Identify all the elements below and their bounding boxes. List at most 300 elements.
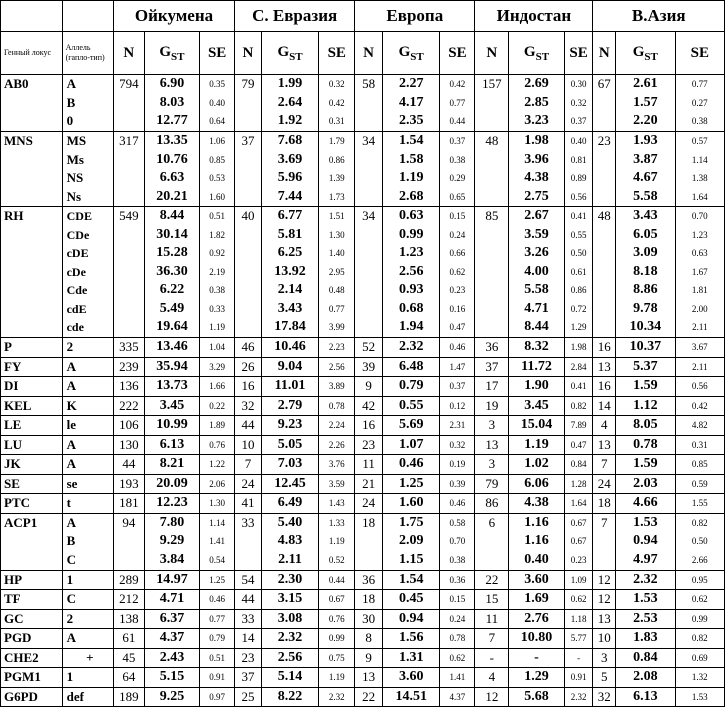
gst-header — [261, 32, 319, 75]
table-row — [1, 207, 725, 338]
se-value: 0.91 — [570, 672, 587, 682]
allele-value: A — [66, 76, 76, 91]
se-value: 3.99 — [328, 322, 345, 332]
allele-value: cdE — [66, 301, 87, 316]
gst-value: 13.92 — [274, 263, 306, 279]
se-cell — [200, 75, 235, 132]
se-value: 0.27 — [691, 97, 708, 108]
n-cell: 9 — [355, 648, 383, 668]
n-cell: 16 — [593, 338, 616, 358]
se-value: 2.95 — [328, 266, 345, 277]
se-value: 1.43 — [328, 498, 345, 508]
se-header: SE — [319, 32, 355, 75]
gst-value: 4.17 — [398, 94, 424, 110]
gst-value: 0.68 — [398, 300, 424, 316]
se-value: 1.19 — [328, 536, 345, 546]
se-cell — [200, 377, 235, 397]
se-value: 0.38 — [449, 554, 466, 565]
gst-value: 3.43 — [277, 300, 303, 316]
n-header: N — [113, 32, 144, 75]
se-cell — [675, 629, 724, 649]
gst-value: 2.30 — [277, 571, 303, 587]
n-cell: 44 — [235, 590, 262, 610]
allele-value: Ms — [66, 151, 84, 167]
gst-value: 5.14 — [277, 669, 303, 684]
se-value: 0.62 — [449, 652, 466, 663]
gst-cell — [144, 494, 199, 514]
n-cell: 18 — [593, 494, 616, 514]
n-cell: 44 — [235, 416, 262, 436]
gst-cell — [382, 494, 440, 514]
se-value: 3.29 — [209, 361, 225, 372]
gst-value: 20.21 — [156, 188, 188, 204]
se-cell — [675, 357, 724, 377]
gst-cell — [509, 513, 564, 570]
se-value: 1.25 — [209, 574, 225, 585]
gst-cell — [261, 396, 319, 416]
se-value: 0.41 — [570, 381, 587, 391]
allele-value: A — [66, 358, 76, 374]
n-cell: 5 — [593, 668, 616, 688]
se-cell — [319, 377, 355, 397]
n-cell: - — [475, 648, 509, 668]
se-value: 0.53 — [209, 173, 225, 183]
gst-value: 9.25 — [159, 688, 185, 704]
gst-cell — [509, 629, 564, 649]
locus-cell: SE — [1, 474, 63, 494]
allele-value: C — [66, 591, 76, 606]
n-cell: 94 — [113, 513, 144, 570]
se-value: 0.30 — [570, 79, 587, 89]
se-value: 0.56 — [691, 381, 708, 391]
n-cell: 33 — [235, 609, 262, 629]
table-row — [1, 609, 725, 629]
gst-cell — [509, 590, 564, 610]
gst-header — [616, 32, 676, 75]
gst-value: 2.61 — [633, 76, 658, 91]
n-cell: 16 — [355, 416, 383, 436]
gst-value: 2.67 — [524, 208, 549, 223]
gst-value: 11.72 — [521, 358, 552, 374]
se-cell — [675, 377, 724, 397]
n-cell: 189 — [113, 687, 144, 707]
gst-value: 9.04 — [277, 358, 303, 374]
n-cell: 34 — [355, 132, 383, 207]
gst-cell — [382, 416, 440, 436]
gst-value: 3.15 — [277, 591, 303, 606]
gst-cell — [616, 590, 676, 610]
gst-value: 1.07 — [398, 436, 424, 452]
gst-value: 3.69 — [277, 151, 303, 167]
region-header: С. Евразия — [235, 1, 355, 32]
gst-value: 15.04 — [520, 417, 553, 432]
se-cell — [564, 474, 593, 494]
se-value: 0.59 — [691, 478, 708, 489]
gst-value: 2.08 — [633, 669, 658, 684]
gst-value: 5.68 — [524, 688, 549, 704]
se-value: 0.77 — [209, 613, 225, 624]
gst-value: 36.30 — [156, 263, 188, 279]
gst-value: 1.54 — [398, 571, 424, 587]
allele-cell — [62, 357, 113, 377]
gst-value: 1.29 — [524, 669, 549, 684]
n-cell: 22 — [355, 687, 383, 707]
se-value: 0.35 — [209, 79, 225, 89]
n-cell: 212 — [113, 590, 144, 610]
gst-value: 1.16 — [524, 533, 549, 548]
se-cell — [440, 590, 475, 610]
gst-value: 10.46 — [274, 339, 306, 354]
gst-value: 14.97 — [156, 571, 188, 587]
se-cell — [564, 590, 593, 610]
gst-value: 4.67 — [633, 170, 658, 185]
n-cell: 10 — [235, 435, 262, 455]
se-value: 3.59 — [328, 478, 345, 489]
gst-cell — [382, 75, 440, 132]
se-cell — [319, 75, 355, 132]
se-value: 1.53 — [691, 691, 708, 702]
gst-value: 1.25 — [398, 475, 424, 491]
gst-value: 1.58 — [398, 151, 424, 167]
gst-value: 13.73 — [156, 378, 188, 393]
se-cell — [200, 590, 235, 610]
se-value: 1.30 — [209, 498, 225, 508]
n-cell: 33 — [235, 513, 262, 570]
gst-cell — [509, 338, 564, 358]
locus-cell: LE — [1, 416, 63, 436]
gst-value: 5.05 — [277, 436, 303, 452]
se-cell — [200, 668, 235, 688]
se-value: 2.11 — [692, 361, 708, 372]
locus-cell: ACP1 — [1, 513, 63, 570]
gst-value: 14.51 — [395, 688, 427, 704]
gst-cell — [261, 629, 319, 649]
gst-value: 2.09 — [398, 533, 424, 548]
se-cell — [200, 629, 235, 649]
se-value: - — [577, 652, 581, 663]
se-cell — [200, 357, 235, 377]
gst-cell — [261, 570, 319, 590]
n-cell: 794 — [113, 75, 144, 132]
se-cell — [675, 570, 724, 590]
n-header: N — [593, 32, 616, 75]
se-header: SE — [675, 32, 724, 75]
gst-value: 8.86 — [633, 282, 658, 297]
gst-value: 4.97 — [633, 551, 658, 567]
se-cell — [675, 338, 724, 358]
se-value: 1.67 — [691, 266, 708, 277]
gst-value: 1.57 — [633, 94, 658, 110]
gst-cell — [144, 435, 199, 455]
se-value: 0.16 — [449, 303, 466, 314]
n-cell: 48 — [475, 132, 509, 207]
se-cell — [564, 687, 593, 707]
n-cell: 13 — [355, 668, 383, 688]
gst-cell — [509, 474, 564, 494]
locus-cell: G6PD — [1, 687, 63, 707]
gst-cell — [616, 570, 676, 590]
gst-value: 12.45 — [274, 475, 306, 491]
se-value: 2.56 — [328, 361, 345, 372]
n-cell: 54 — [235, 570, 262, 590]
n-cell: 24 — [593, 474, 616, 494]
allele-cell — [62, 455, 113, 475]
n-cell: 13 — [593, 357, 616, 377]
gst-value: 1.23 — [398, 245, 424, 260]
se-cell — [440, 132, 475, 207]
n-cell: 12 — [593, 570, 616, 590]
n-cell: 3 — [593, 648, 616, 668]
allele-value: + — [86, 649, 94, 665]
se-cell — [319, 590, 355, 610]
gst-header-main: G — [277, 43, 290, 60]
gst-cell — [509, 687, 564, 707]
gst-value: 5.49 — [159, 300, 185, 316]
n-cell: 67 — [593, 75, 616, 132]
gst-cell — [616, 132, 676, 207]
se-cell — [200, 648, 235, 668]
se-value: 0.22 — [209, 400, 225, 411]
se-value: 0.44 — [449, 116, 466, 126]
se-cell — [675, 75, 724, 132]
gst-value: 0.93 — [398, 282, 424, 297]
n-cell: 79 — [235, 75, 262, 132]
se-cell — [675, 648, 724, 668]
se-value: 1.41 — [449, 672, 466, 682]
se-cell — [440, 629, 475, 649]
se-cell — [200, 132, 235, 207]
se-cell — [440, 513, 475, 570]
n-cell: 193 — [113, 474, 144, 494]
se-value: 0.31 — [691, 439, 708, 450]
se-value: 0.46 — [449, 498, 466, 508]
locus-cell: JK — [1, 455, 63, 475]
gst-cell — [616, 629, 676, 649]
table-row — [1, 132, 725, 207]
n-cell: 7 — [593, 455, 616, 475]
n-cell: 289 — [113, 570, 144, 590]
se-value: 0.12 — [449, 400, 466, 411]
se-value: 0.70 — [449, 536, 466, 546]
gst-value: 3.45 — [159, 397, 185, 413]
n-cell: 85 — [475, 207, 509, 338]
region-header: Европа — [355, 1, 475, 32]
gst-cell — [144, 338, 199, 358]
se-value: 0.76 — [328, 613, 345, 624]
gst-cell — [509, 570, 564, 590]
gst-cell — [616, 377, 676, 397]
gst-value: 1.53 — [633, 514, 658, 530]
gst-cell — [261, 513, 319, 570]
gst-value: 4.00 — [524, 263, 549, 279]
se-value: 0.77 — [449, 97, 466, 108]
table-row — [1, 513, 725, 570]
gst-value: 9.23 — [277, 417, 303, 432]
gst-cell — [261, 687, 319, 707]
n-cell: 8 — [355, 629, 383, 649]
se-value: 0.40 — [209, 97, 225, 108]
n-cell: 18 — [355, 590, 383, 610]
se-value: 2.32 — [328, 691, 345, 702]
gst-value: 0.63 — [398, 208, 424, 223]
gst-value: 13.46 — [156, 339, 188, 354]
gst-value: 10.37 — [629, 339, 662, 354]
se-value: 0.39 — [449, 478, 466, 489]
gst-header — [382, 32, 440, 75]
gst-value: 3.96 — [524, 151, 549, 167]
allele-value: CDe — [66, 227, 90, 242]
se-value: 1.14 — [209, 517, 225, 528]
allele-cell — [62, 207, 113, 338]
gst-value: 4.38 — [524, 495, 549, 510]
gst-cell — [261, 435, 319, 455]
allele-value: A — [66, 514, 76, 530]
gst-cell — [382, 648, 440, 668]
gst-cell — [144, 513, 199, 570]
se-value: 0.23 — [449, 285, 466, 295]
gst-value: 8.22 — [277, 688, 303, 704]
se-value: 0.23 — [570, 554, 587, 565]
gst-value: 1.98 — [524, 133, 549, 148]
n-cell: 25 — [235, 687, 262, 707]
gst-value: 3.08 — [277, 610, 303, 626]
se-value: 1.28 — [570, 478, 587, 489]
gst-value: 2.27 — [398, 76, 424, 91]
n-cell: 335 — [113, 338, 144, 358]
gst-value: 1.54 — [398, 133, 424, 148]
n-cell: 12 — [475, 687, 509, 707]
n-cell: 11 — [355, 455, 383, 475]
locus-cell: P — [1, 338, 63, 358]
n-cell: 7 — [593, 513, 616, 570]
gst-value: 0.55 — [398, 397, 424, 413]
gst-value: 11.01 — [274, 378, 306, 393]
gst-value: 2.79 — [277, 397, 303, 413]
se-value: 0.46 — [449, 342, 466, 352]
gst-value: 0.46 — [398, 456, 424, 471]
gst-cell — [144, 474, 199, 494]
se-cell — [564, 455, 593, 475]
se-value: 0.61 — [570, 266, 587, 277]
se-cell — [675, 396, 724, 416]
region-header: Индостан — [475, 1, 593, 32]
gst-cell — [382, 629, 440, 649]
n-cell: 14 — [235, 629, 262, 649]
se-value: 0.82 — [691, 633, 708, 643]
gst-cell — [261, 207, 319, 338]
se-value: 0.55 — [570, 229, 587, 240]
se-value: 0.78 — [449, 633, 466, 643]
se-cell — [675, 455, 724, 475]
n-cell: 32 — [593, 687, 616, 707]
se-cell — [564, 75, 593, 132]
n-cell: 23 — [593, 132, 616, 207]
allele-value: cDe — [66, 264, 86, 279]
gst-cell — [509, 75, 564, 132]
table-row — [1, 396, 725, 416]
allele-cell — [62, 570, 113, 590]
se-value: 0.67 — [570, 536, 587, 546]
n-cell: 45 — [113, 648, 144, 668]
allele-cell — [62, 396, 113, 416]
gst-value: 6.77 — [277, 208, 303, 223]
gst-cell — [261, 338, 319, 358]
table-row — [1, 455, 725, 475]
se-value: 2.32 — [570, 691, 587, 702]
allele-value: CDE — [66, 209, 92, 223]
se-value: 0.66 — [449, 248, 466, 258]
locus-cell: PGD — [1, 629, 63, 649]
n-cell: 14 — [593, 396, 616, 416]
gst-value: 2.69 — [524, 76, 549, 91]
gst-value: 2.56 — [398, 263, 424, 279]
allele-value: 2 — [66, 610, 74, 626]
n-cell: 21 — [355, 474, 383, 494]
se-value: 0.32 — [570, 97, 587, 108]
gst-value: 5.69 — [398, 417, 424, 432]
gst-header-sub: ST — [535, 50, 550, 63]
gst-value: 0.99 — [398, 226, 424, 242]
allele-value: K — [66, 397, 77, 413]
se-cell — [200, 455, 235, 475]
gst-cell — [261, 609, 319, 629]
gst-value: 1.15 — [398, 551, 424, 567]
gst-cell — [144, 570, 199, 590]
se-value: 0.42 — [328, 97, 345, 108]
se-value: 1.18 — [570, 613, 587, 624]
gst-value: 1.02 — [524, 456, 549, 471]
gst-value: 1.94 — [398, 319, 424, 334]
gst-value: 12.23 — [156, 495, 188, 510]
se-value: 4.37 — [449, 691, 466, 702]
locus-cell: CHE2 — [1, 648, 63, 668]
gst-value: 6.22 — [159, 282, 185, 297]
se-value: 0.92 — [209, 248, 225, 258]
locus-cell: HP — [1, 570, 63, 590]
gst-value: 2.68 — [398, 188, 424, 204]
n-cell: 36 — [475, 338, 509, 358]
gst-value: 1.53 — [633, 591, 658, 606]
se-cell — [319, 629, 355, 649]
gst-header — [144, 32, 199, 75]
se-value: 0.81 — [570, 154, 587, 165]
se-value: 0.86 — [570, 285, 587, 295]
se-value: 0.50 — [570, 248, 587, 258]
gst-value: 5.40 — [277, 514, 303, 530]
allele-value: A — [66, 436, 76, 452]
gst-cell — [382, 513, 440, 570]
se-value: 1.39 — [328, 173, 345, 183]
gst-value: 4.71 — [159, 591, 185, 606]
gst-value: 3.87 — [633, 151, 658, 167]
gst-header-sub: ST — [289, 50, 303, 63]
se-cell — [440, 687, 475, 707]
gst-value: 2.64 — [277, 94, 303, 110]
gst-cell — [382, 609, 440, 629]
n-cell: 11 — [475, 609, 509, 629]
gst-value: 2.32 — [398, 339, 424, 354]
se-value: 0.70 — [691, 211, 708, 221]
gst-value: 5.96 — [277, 170, 303, 185]
se-value: 1.51 — [328, 211, 345, 221]
gst-value: 0.84 — [633, 649, 658, 665]
gst-cell — [616, 494, 676, 514]
se-value: 0.65 — [449, 191, 466, 202]
allele-header: Аллель (гапло-тип) — [62, 32, 113, 75]
se-value: 1.04 — [209, 342, 225, 352]
se-value: 0.42 — [691, 400, 708, 411]
allele-cell — [62, 648, 113, 668]
